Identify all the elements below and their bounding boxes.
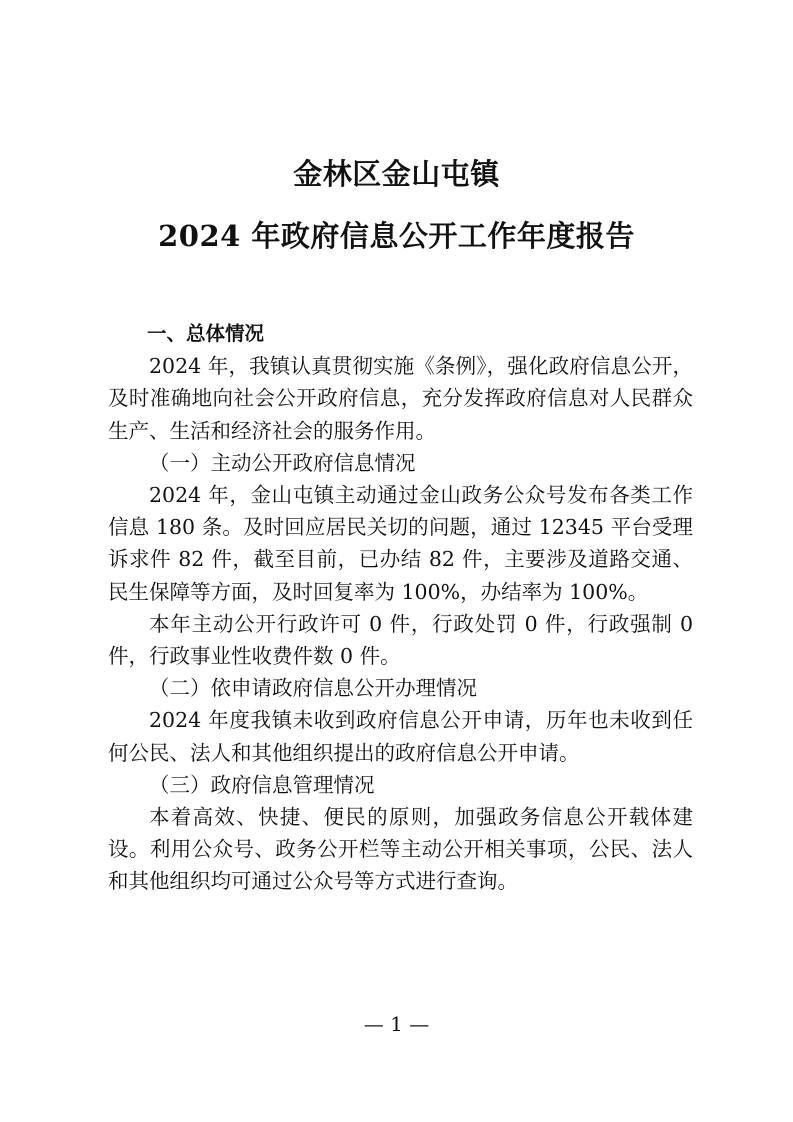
section-heading-overview: 一、总体情况 [147,322,265,345]
subsection-heading-application: （二）依申请政府信息公开办理情况 [149,676,477,701]
document-body [108,318,693,898]
paragraph-proactive-2: 本年主动公开行政许可 0 件，行政处罚 0 件，行政强制 0 件，行政事业性收费件数 0 件。 [108,611,693,669]
paragraph-management: 本着高效、快捷、便民的原则，加强政务信息公开载体建设。利用公众号、政务公开栏等主动公开相关事项，公民、法人和其他组织均可通过公众号等方式进行查询。 [108,805,693,894]
document-title-line2: 2024 年政府信息公开工作年度报告 [158,219,635,253]
subsection-heading-management: （三）政府信息管理情况 [149,772,375,797]
paragraph-proactive-1: 2024 年，金山屯镇主动通过金山政务公众号发布各类工作信息 180 条。及时回应居民关切的问题，通过 12345 平台受理诉求件 82 件，截至目前，已办结 82 件，主要涉及道路交通、民生保障等方面，及时回复率为 100%，办结率为 100%。 [108,483,693,604]
page-number: — 1 — [363,1012,430,1036]
paragraph-overview: 2024 年，我镇认真贯彻实施《条例》，强化政府信息公开，及时准确地向社会公开政府信息，充分发挥政府信息对人民群众生产、生活和经济社会的服务作用。 [108,354,693,443]
document-title-line1: 金林区金山屯镇 [293,157,500,191]
paragraph-application: 2024 年度我镇未收到政府信息公开申请，历年也未收到任何公民、法人和其他组织提出的政府信息公开申请。 [108,708,693,765]
subsection-heading-proactive: （一）主动公开政府信息情况 [149,450,416,475]
